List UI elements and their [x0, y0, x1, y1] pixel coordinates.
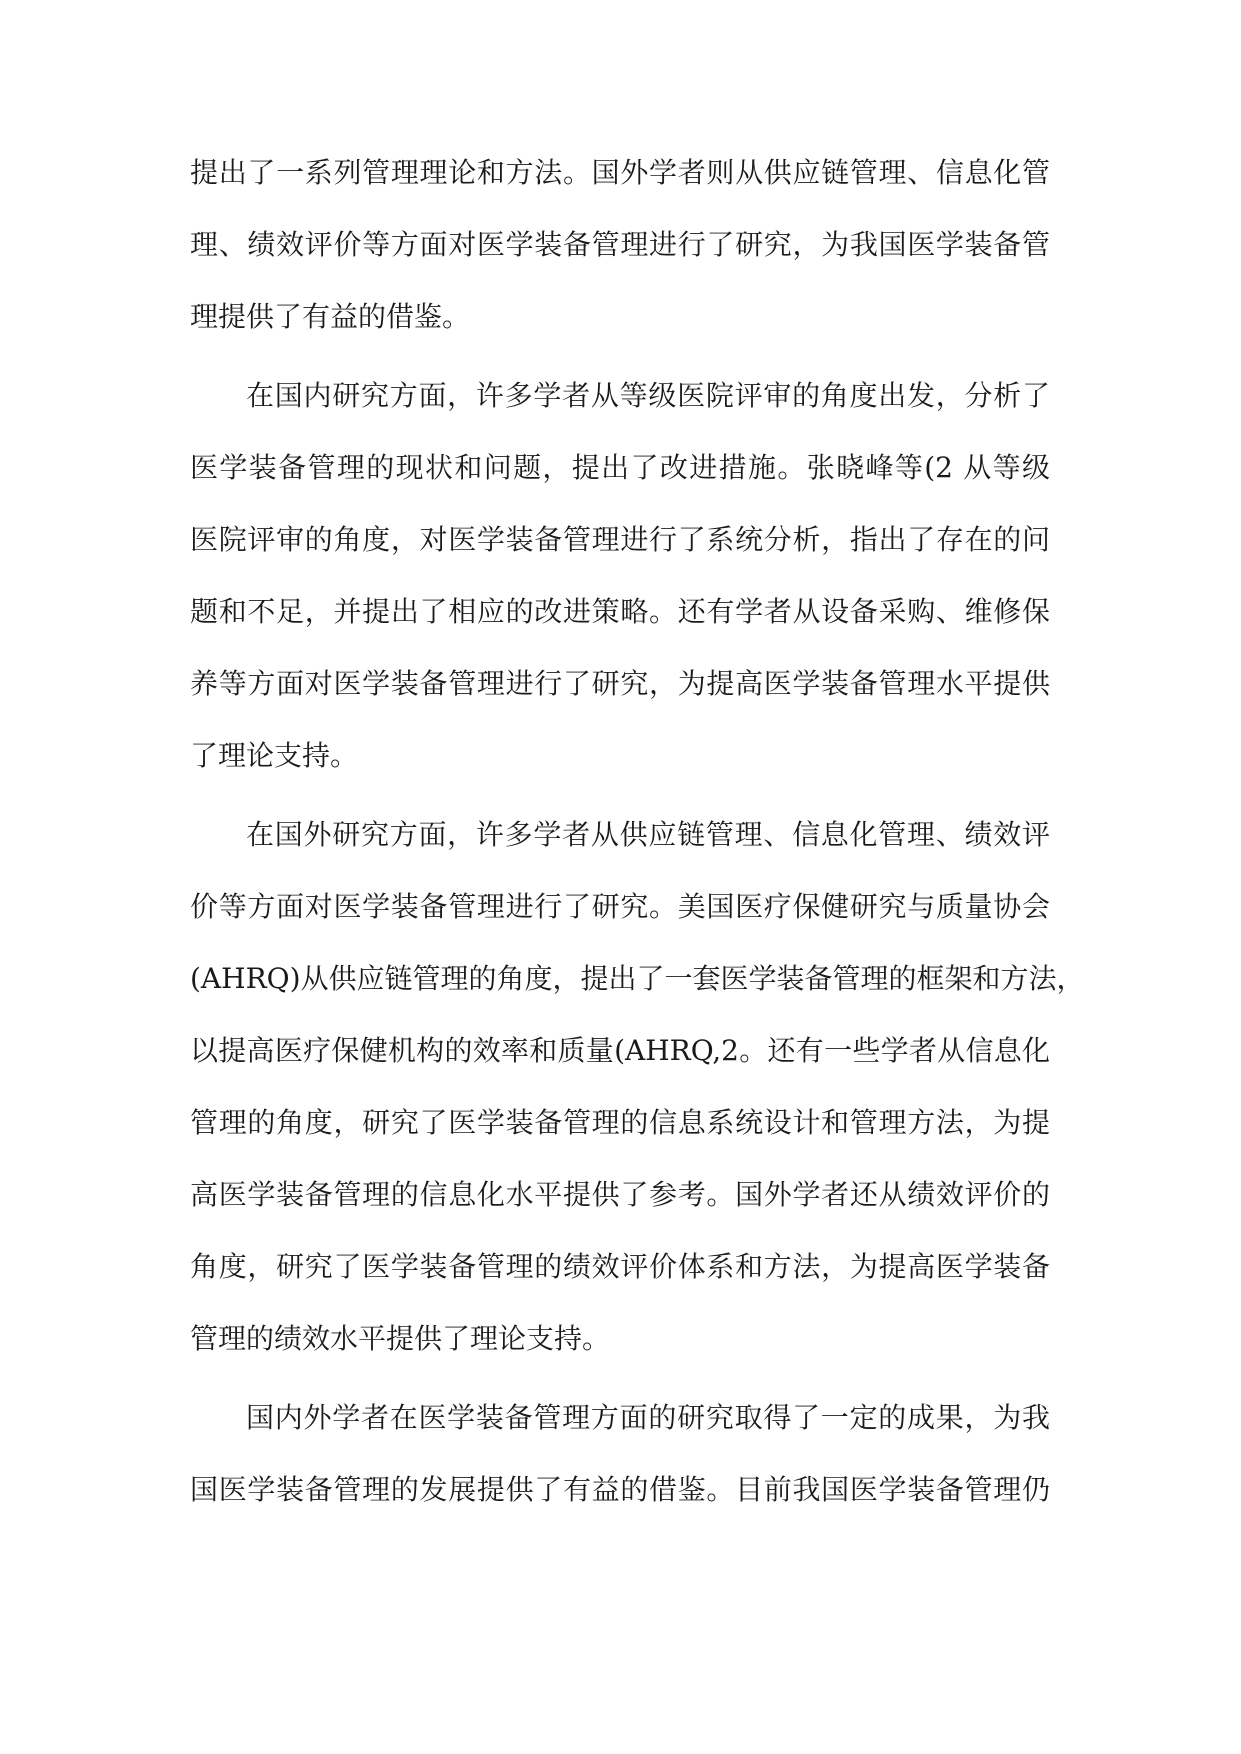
text-line: 价等方面对医学装备管理进行了研究。美国医疗保健研究与质量协会	[190, 890, 1050, 923]
text-line: 管理的角度，研究了医学装备管理的信息系统设计和管理方法，为提	[190, 1106, 1050, 1139]
text-line: 医学装备管理的现状和问题，提出了改进措施。张晓峰等(2 从等级	[190, 451, 1050, 484]
text-line: 养等方面对医学装备管理进行了研究，为提高医学装备管理水平提供	[190, 667, 1050, 700]
text-line: 了理论支持。	[190, 739, 359, 772]
text-line: 高医学装备管理的信息化水平提供了参考。国外学者还从绩效评价的	[190, 1178, 1050, 1211]
text-line: 题和不足，并提出了相应的改进策略。还有学者从设备采购、维修保	[190, 595, 1050, 628]
text-line: 提出了一系列管理理论和方法。国外学者则从供应链管理、信息化管	[190, 156, 1050, 189]
paragraph-first-line: 在国内研究方面，许多学者从等级医院评审的角度出发，分析了	[246, 379, 1050, 412]
text-line: 理提供了有益的借鉴。	[190, 300, 471, 333]
text-line: 医院评审的角度，对医学装备管理进行了系统分析，指出了存在的问	[190, 523, 1050, 556]
text-line: 理、绩效评价等方面对医学装备管理进行了研究，为我国医学装备管	[190, 228, 1050, 261]
text-line: 国医学装备管理的发展提供了有益的借鉴。目前我国医学装备管理仍	[190, 1473, 1050, 1506]
paragraph-first-line: 在国外研究方面，许多学者从供应链管理、信息化管理、绩效评	[246, 818, 1050, 851]
text-line: 管理的绩效水平提供了理论支持。	[190, 1322, 611, 1355]
text-line: 角度，研究了医学装备管理的绩效评价体系和方法，为提高医学装备	[190, 1250, 1050, 1283]
text-line: (AHRQ)从供应链管理的角度，提出了一套医学装备管理的框架和方法，	[190, 962, 1085, 995]
text-line: 以提高医疗保健机构的效率和质量(AHRQ,2。还有一些学者从信息化	[190, 1034, 1050, 1067]
paragraph-first-line: 国内外学者在医学装备管理方面的研究取得了一定的成果，为我	[246, 1401, 1050, 1434]
